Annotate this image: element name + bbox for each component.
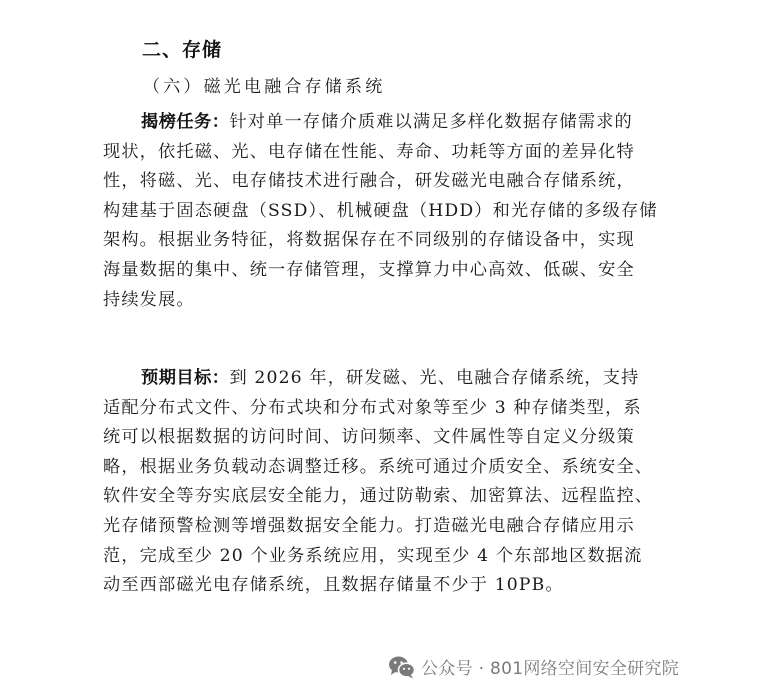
paragraph-line: 范，完成至少 20 个业务系统应用，实现至少 4 个东部地区数据流 bbox=[103, 545, 643, 566]
paragraph-line bbox=[103, 108, 675, 138]
paragraph-line: 适配分布式文件、分布式块和分布式对象等至少 3 种存储类型，系 bbox=[103, 397, 642, 418]
paragraph-line: 动至西部磁光电存储系统，且数据存储量不少于 10PB。 bbox=[103, 575, 564, 596]
paragraph-line: 架构。根据业务特征，将数据保存在不同级别的存储设备中，实现 bbox=[103, 230, 635, 251]
paragraph-line: 现状，依托磁、光、电存储在性能、寿命、功耗等方面的差异化特 bbox=[103, 141, 635, 162]
subsection-heading: （六）磁光电融合存储系统 bbox=[143, 77, 386, 97]
task-label: 揭榜任务： bbox=[141, 112, 230, 132]
paragraph-line: 统可以根据数据的访问时间、访问频率、文件属性等自定义分级策 bbox=[103, 427, 635, 448]
wechat-watermark bbox=[388, 654, 679, 679]
paragraph-line: 海量数据的集中、统一存储管理，支撑算力中心高效、低碳、安全 bbox=[103, 259, 635, 280]
section-heading: 二、存储 bbox=[142, 39, 223, 61]
goal-label: 预期目标： bbox=[141, 368, 230, 388]
paragraph-line bbox=[103, 364, 675, 394]
paragraph-line: 略，根据业务负载动态调整迁移。系统可通过介质安全、系统安全、 bbox=[103, 456, 654, 477]
paragraph-line: 性，将磁、光、电存储技术进行融合，研发磁光电融合存储系统， bbox=[103, 171, 635, 192]
goal-paragraph bbox=[103, 364, 675, 601]
paragraph-line: 构建基于固态硬盘（SSD）、机械硬盘（HDD）和光存储的多级存储 bbox=[103, 200, 658, 221]
task-paragraph bbox=[103, 108, 675, 315]
paragraph-line: 持续发展。 bbox=[103, 289, 195, 310]
paragraph-line: 光存储预警检测等增强数据安全能力。打造磁光电融合存储应用示 bbox=[103, 515, 635, 536]
watermark-text: 公众号 · 801网络空间安全研究院 bbox=[421, 659, 680, 679]
paragraph-line: 软件安全等夯实底层安全能力，通过防勒索、加密算法、远程监控、 bbox=[103, 486, 654, 507]
line-text: 针对单一存储介质难以满足多样化数据存储需求的 bbox=[229, 112, 633, 132]
wechat-icon bbox=[388, 655, 416, 679]
line-text: 到 2026 年，研发磁、光、电融合存储系统，支持 bbox=[229, 368, 640, 388]
